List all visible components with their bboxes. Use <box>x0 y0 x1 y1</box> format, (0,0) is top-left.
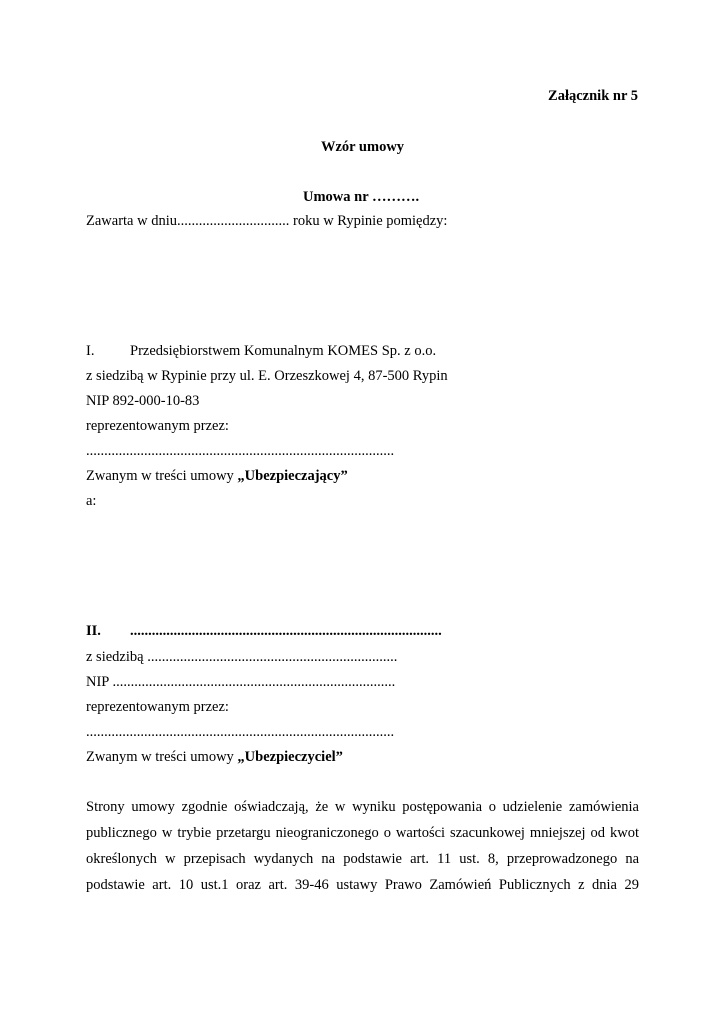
party-one-name: Przedsiębiorstwem Komunalnym KOMES Sp. z o.o. <box>130 343 437 359</box>
party-two-numeral: II. <box>86 623 101 639</box>
party-one-called-prefix: Zwanym w treści umowy <box>86 468 238 484</box>
party-one-role: „Ubezpieczający” <box>237 468 348 484</box>
party-one-nip: NIP 892-000-10-83 <box>86 393 200 409</box>
party-two-called-prefix: Zwanym w treści umowy <box>86 749 238 765</box>
party-conjunction: a: <box>86 493 97 509</box>
party-two-nip: NIP .............................................................................. <box>86 674 396 690</box>
paragraph-line: Strony umowy zgodnie oświadczają, że w wyniku postępowania o udzielenie zamówienia <box>86 799 639 815</box>
party-one-address: z siedzibą w Rypinie przy ul. E. Orzeszkowej 4, 87-500 Rypin <box>86 368 448 384</box>
party-one-numeral: I. <box>86 343 95 359</box>
party-one-heading <box>86 342 436 360</box>
party-two-represented-dots: ..................................................................................... <box>86 724 395 740</box>
party-one-represented-label: reprezentowanym przez: <box>86 418 229 434</box>
attachment-label: Załącznik nr 5 <box>548 88 638 104</box>
party-one-called <box>86 467 348 485</box>
party-two-seat: z siedzibą ..................................................................... <box>86 649 398 665</box>
party-two-role: „Ubezpieczyciel” <box>237 749 343 765</box>
party-two-called <box>86 748 343 766</box>
party-two-represented-label: reprezentowanym przez: <box>86 699 229 715</box>
document-title: Wzór umowy <box>320 139 405 155</box>
party-two-heading <box>86 622 442 640</box>
party-one-represented-dots: ..................................................................................... <box>86 443 395 459</box>
paragraph-line: publicznego w trybie przetargu nieograniczonego o wartości szacunkowej mniejszej od kwot <box>86 825 639 841</box>
paragraph-line: określonych w przepisach wydanych na podstawie art. 11 ust. 8, przeprowadzonego na <box>86 851 639 867</box>
contract-number: Umowa nr ………. <box>303 189 420 205</box>
concluded-line: Zawarta w dniu............................... roku w Rypinie pomiędzy: <box>86 213 448 229</box>
party-two-name-dots: ...................................................................................... <box>130 623 442 639</box>
paragraph-line: podstawie art. 10 ust.1 oraz art. 39-46 ustawy Prawo Zamówień Publicznych z dnia 29 <box>86 877 639 893</box>
